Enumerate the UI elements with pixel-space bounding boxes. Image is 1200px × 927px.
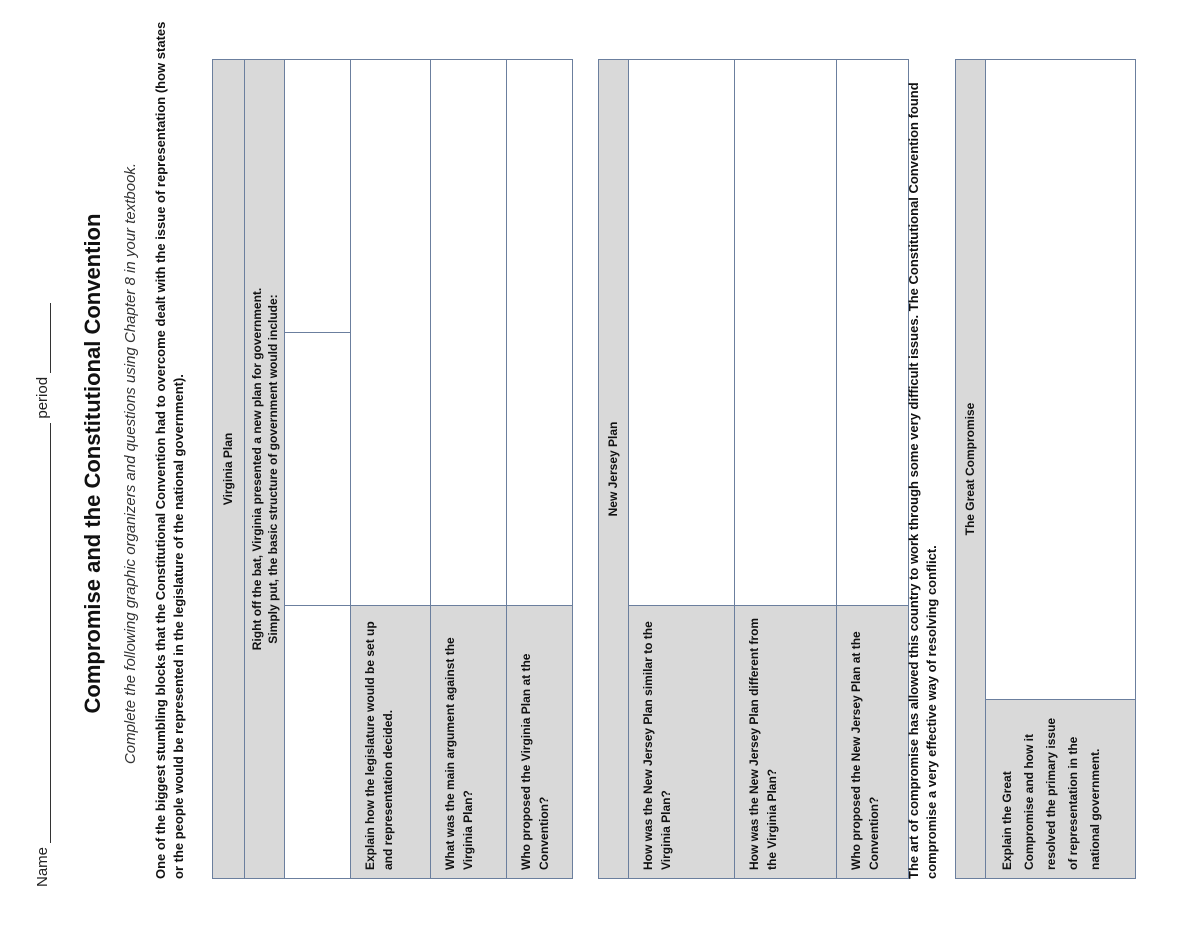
name-label: Name [34, 846, 51, 887]
name-period-line [34, 27, 51, 887]
outro-paragraph: The art of compromise has allowed this country to work through some very difficult issues. The Constitutional Convention found compromise a very effective way of resolving conflict. [906, 82, 939, 879]
virginia-plan-description: Right off the bat, Virginia presented a new plan for government. Simply put, the basic structure of government would include: [245, 60, 285, 879]
structure-box-2[interactable] [285, 333, 351, 606]
structure-box-3[interactable] [285, 60, 351, 333]
structure-box-1[interactable] [285, 606, 351, 879]
great-compromise-answer[interactable] [986, 60, 1136, 700]
new-jersey-answer-3[interactable] [837, 60, 909, 606]
virginia-plan-questions [350, 59, 573, 879]
page-title: Compromise and the Constitutional Convention [80, 213, 105, 714]
virginia-question-1: Explain how the legislature would be set up and representation decided. [351, 606, 431, 879]
page-subtitle: Complete the following graphic organizers and questions using Chapter 8 in your textbook. [122, 162, 139, 765]
name-blank [50, 423, 51, 843]
great-compromise-question: Explain the Great Compromise and how it resolved the primary issue of representation in the national government. [986, 700, 1136, 879]
great-compromise-title: The Great Compromise [956, 60, 986, 879]
period-label: period [34, 376, 51, 419]
intro-paragraph: One of the biggest stumbling blocks that the Constitutional Convention had to overcome dealt with the issue of representation (how states or the people would be represented in the legislature of the national government). [153, 21, 186, 879]
new-jersey-plan-table [598, 59, 909, 879]
virginia-question-3: Who proposed the Virginia Plan at the Convention? [507, 606, 573, 879]
virginia-question-2: What was the main argument against the Virginia Plan? [431, 606, 507, 879]
virginia-answer-1[interactable] [351, 60, 431, 606]
new-jersey-question-2: How was the New Jersey Plan different from the Virginia Plan? [735, 606, 837, 879]
new-jersey-answer-2[interactable] [735, 60, 837, 606]
new-jersey-plan-title: New Jersey Plan [599, 60, 629, 879]
virginia-plan-title: Virginia Plan [213, 60, 245, 879]
virginia-answer-3[interactable] [507, 60, 573, 606]
period-blank [50, 303, 51, 373]
new-jersey-question-1: How was the New Jersey Plan similar to the Virginia Plan? [629, 606, 735, 879]
virginia-answer-2[interactable] [431, 60, 507, 606]
new-jersey-question-3: Who proposed the New Jersey Plan at the Convention? [837, 606, 909, 879]
virginia-plan-table [212, 59, 351, 879]
great-compromise-table [955, 59, 1136, 879]
new-jersey-answer-1[interactable] [629, 60, 735, 606]
